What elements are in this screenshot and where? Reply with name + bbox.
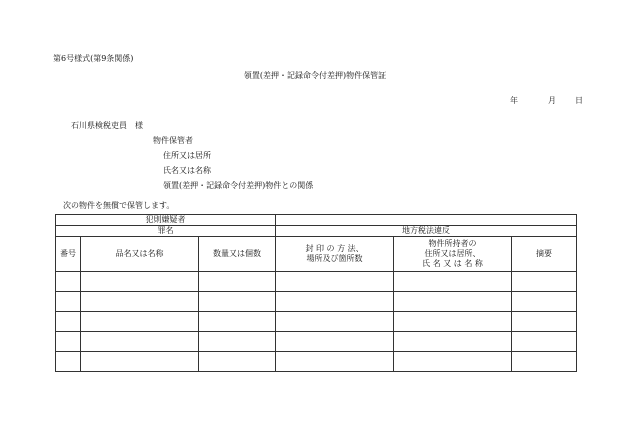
table-row xyxy=(56,352,577,372)
header-seal-line1: 封 印 の 方 法、 xyxy=(305,244,364,253)
table-cell[interactable] xyxy=(394,352,512,372)
form-number: 第6号様式(第9条関係) xyxy=(53,54,134,63)
header-row xyxy=(56,237,577,272)
table-row xyxy=(56,272,577,292)
table-cell[interactable] xyxy=(199,312,276,332)
header-quantity: 数量又は個数 xyxy=(199,237,276,272)
table-cell[interactable] xyxy=(56,272,81,292)
charge-row xyxy=(56,226,577,237)
table-cell[interactable] xyxy=(276,352,394,372)
table-cell[interactable] xyxy=(512,332,577,352)
date-month-label: 月 xyxy=(548,96,556,105)
addressee: 石川県検税吏員 様 xyxy=(71,121,143,130)
table-cell[interactable] xyxy=(199,292,276,312)
table-cell[interactable] xyxy=(276,272,394,292)
table-cell[interactable] xyxy=(276,312,394,332)
table-cell[interactable] xyxy=(394,292,512,312)
suspect-row xyxy=(56,215,577,226)
table-cell[interactable] xyxy=(512,272,577,292)
table-cell[interactable] xyxy=(56,352,81,372)
header-seal xyxy=(276,237,394,272)
header-remarks: 摘要 xyxy=(512,237,577,272)
table-cell[interactable] xyxy=(56,312,81,332)
table-cell[interactable] xyxy=(394,332,512,352)
header-number: 番号 xyxy=(56,237,81,272)
table-row xyxy=(56,312,577,332)
table-cell[interactable] xyxy=(56,332,81,352)
form-title: 領置(差押・記録命令付差押)物件保管証 xyxy=(243,71,387,80)
table-cell[interactable] xyxy=(276,332,394,352)
custodian-heading: 物件保管者 xyxy=(153,136,193,145)
header-owner-line3: 氏 名 又 は 名 称 xyxy=(422,259,483,268)
table-cell[interactable] xyxy=(81,352,199,372)
charge-label: 罪名 xyxy=(56,226,276,237)
custodian-block xyxy=(153,137,313,197)
property-table xyxy=(55,214,577,372)
table-cell[interactable] xyxy=(512,312,577,332)
intro-text: 次の物件を無償で保管します。 xyxy=(63,201,175,210)
header-seal-line2: 場所及び箇所数 xyxy=(306,254,363,263)
table-cell[interactable] xyxy=(56,292,81,312)
suspect-value-cell[interactable] xyxy=(276,215,577,226)
table-cell[interactable] xyxy=(199,332,276,352)
table-cell[interactable] xyxy=(81,312,199,332)
date-year-label: 年 xyxy=(510,96,518,105)
table-cell[interactable] xyxy=(199,272,276,292)
table-cell[interactable] xyxy=(276,292,394,312)
header-owner-line1: 物件所持者の xyxy=(428,239,477,248)
table-row xyxy=(56,332,577,352)
date-line xyxy=(510,97,583,105)
table-cell[interactable] xyxy=(81,272,199,292)
header-owner xyxy=(394,237,512,272)
table-cell[interactable] xyxy=(512,352,577,372)
custodian-relation-label: 領置(差押・記録命令付差押)物件との関係 xyxy=(163,181,314,190)
table-cell[interactable] xyxy=(512,292,577,312)
table-row xyxy=(56,292,577,312)
custodian-address-label: 住所又は居所 xyxy=(163,151,211,160)
header-item-name: 品名又は名称 xyxy=(81,237,199,272)
table-cell[interactable] xyxy=(394,312,512,332)
table-cell[interactable] xyxy=(394,272,512,292)
date-day-label: 日 xyxy=(575,96,583,105)
table-cell[interactable] xyxy=(199,352,276,372)
custodian-name-label: 氏名又は名称 xyxy=(163,166,211,175)
table-cell[interactable] xyxy=(81,332,199,352)
charge-value-cell[interactable]: 地方税法違反 xyxy=(276,226,577,237)
header-owner-line2: 住所又は居所、 xyxy=(424,249,481,258)
suspect-label: 犯則嫌疑者 xyxy=(56,215,276,226)
table-cell[interactable] xyxy=(81,292,199,312)
